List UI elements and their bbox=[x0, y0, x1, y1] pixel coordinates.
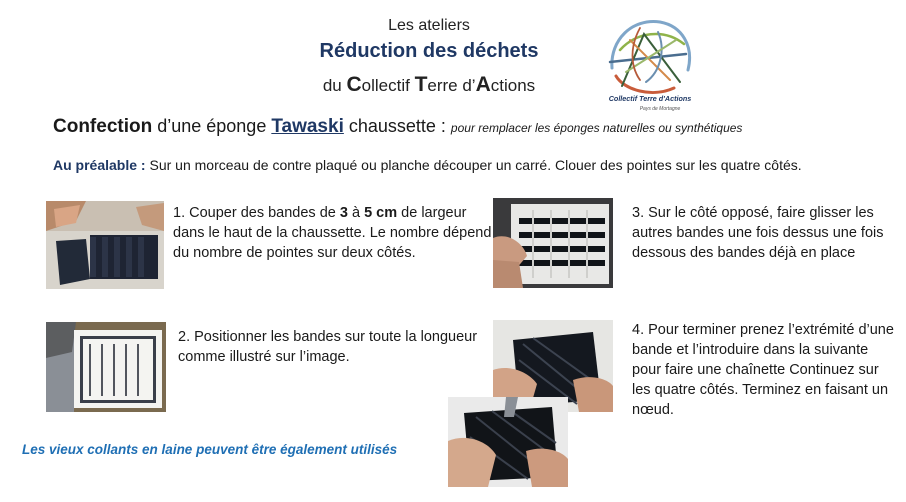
prerequisite-label: Au préalable : bbox=[53, 157, 146, 173]
step1-photo bbox=[46, 201, 164, 289]
title-subtitle: pour remplacer les éponges naturelles ou synthétiques bbox=[450, 121, 743, 135]
step3-photo bbox=[493, 198, 613, 288]
step-3-text: 3. Sur le côté opposé, faire glisser les autres bandes une fois dessus une fois dessous des bandes déjà en place bbox=[632, 205, 884, 261]
step-1-text: 1. Couper des bandes de 3 à 5 cm de largeur dans le haut de la chaussette. Le nombre dépend du nombre de pointes sur deux côtés. bbox=[173, 205, 492, 261]
prerequisite-line bbox=[53, 157, 802, 173]
workshop-heading: Les ateliers bbox=[388, 17, 470, 34]
step-2-text: 2. Positionner les bandes sur toute la longueur comme illustré sur l’image. bbox=[178, 329, 478, 365]
tawaski-word: Tawaski bbox=[271, 116, 344, 137]
workshop-theme: Réduction des déchets bbox=[319, 40, 539, 62]
logo-icon bbox=[600, 10, 700, 116]
step-4-text: 4. Pour terminer prenez l’extrémité d’une bande et l’introduire dans la suivante pour faire une chaînette Continuez sur les quatre côtés. Terminez en faisant un nœud. bbox=[632, 322, 894, 418]
step2-photo bbox=[46, 322, 166, 412]
step4-photo-detail bbox=[448, 397, 568, 487]
logo-subline: Pays de Mortagne bbox=[639, 106, 681, 112]
organization-name: du Collectif Terre d’Actions bbox=[322, 73, 536, 96]
page-title: Confection d’une éponge Tawaski chaussette : pour remplacer les éponges naturelles ou synthétiques bbox=[53, 116, 743, 137]
logo-name: Collectif Terre d'Actions bbox=[608, 94, 692, 103]
footnote: Les vieux collants en laine peuvent être également utilisés bbox=[22, 442, 398, 457]
collectif-logo bbox=[600, 10, 700, 116]
prerequisite-text: Sur un morceau de contre plaqué ou planche découper un carré. Clouer des pointes sur les quatre côtés. bbox=[145, 157, 802, 173]
